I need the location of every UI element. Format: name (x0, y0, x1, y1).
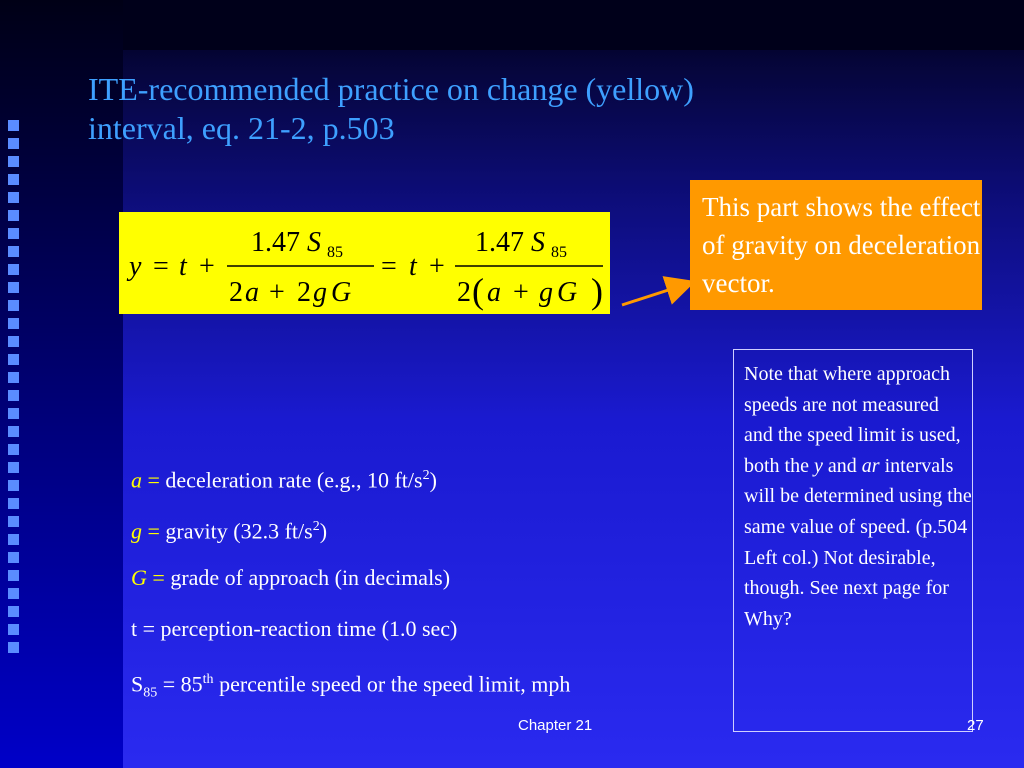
den1-plus: + (269, 277, 285, 308)
footer-chapter: Chapter 21 (518, 717, 593, 734)
def-a-eq: = (142, 467, 166, 493)
gravity-note: This part shows the effect of gravity on deceleration vector. (690, 180, 982, 310)
den2-G: G (557, 277, 578, 308)
def-a (131, 459, 731, 510)
formula-y: y (129, 251, 142, 282)
title-line-2: interval, eq. 21-2, p.503 (88, 110, 395, 146)
den2-2: 2 (457, 277, 471, 308)
footer-page-number: 27 (967, 717, 984, 734)
def-g-close: ) (319, 518, 328, 544)
def-g-text: gravity (32.3 ft/s (165, 518, 313, 544)
arrow-line (622, 283, 690, 305)
def-S-text: percentile speed or the speed limit, mph (213, 671, 571, 697)
def-g-eq: = (142, 518, 166, 544)
speed-note (733, 349, 973, 732)
def-t-text: t = perception-reaction time (1.0 sec) (131, 616, 458, 641)
decorative-squares (8, 120, 24, 660)
def-S-symbol: S (131, 671, 144, 697)
def-a-sup: 2 (422, 468, 430, 483)
def-g-symbol: g (131, 518, 142, 544)
def-a-text: deceleration rate (e.g., 10 ft/s (165, 467, 423, 493)
num2-S: S (531, 227, 545, 258)
def-G-text: grade of approach (in decimals) (170, 565, 451, 590)
speed-note-y: y (814, 454, 823, 477)
formula-t-2: t (409, 251, 417, 282)
def-G-symbol: G (131, 565, 147, 590)
speed-note-and: and (822, 454, 862, 477)
def-a-symbol: a (131, 467, 142, 493)
title-line-1: ITE-recommended practice on change (yellow) (88, 71, 694, 107)
def-S-sub: 85 (143, 685, 158, 701)
top-dark-band (123, 0, 1024, 50)
den2-a: a (487, 277, 501, 308)
speed-note-part1: Note that where approach speeds are not measured and the speed limit is used, both the (744, 363, 961, 477)
num2-sub85: 85 (551, 244, 567, 261)
den1-g: g (313, 277, 327, 308)
def-g-sup: 2 (312, 519, 320, 534)
def-S (131, 663, 731, 714)
formula-svg (119, 212, 610, 314)
formula-eq-2: = (381, 251, 397, 282)
def-g (131, 510, 731, 561)
def-G (131, 561, 731, 612)
den1-2: 2 (229, 277, 243, 308)
speed-note-ar: ar (861, 454, 880, 477)
def-S-eq: = 85 (157, 671, 203, 697)
num1-coef: 1.47 (251, 227, 300, 258)
def-G-eq: = (146, 565, 171, 590)
num1-S: S (307, 227, 321, 258)
formula-t-1: t (179, 251, 187, 282)
den2-lparen: ( (472, 271, 484, 311)
den1-2b: 2 (297, 277, 311, 308)
def-a-close: ) (429, 467, 437, 493)
formula-eq-1: = (153, 251, 169, 282)
den1-a: a (245, 277, 259, 308)
num1-sub85: 85 (327, 244, 343, 261)
def-t (131, 612, 731, 663)
num2-coef: 1.47 (475, 227, 524, 258)
den1-G: G (331, 277, 352, 308)
formula-box (119, 212, 610, 314)
formula-plus-2: + (429, 251, 445, 282)
def-S-sup: th (202, 672, 214, 687)
variable-definitions (131, 459, 731, 714)
speed-note-part2: intervals will be determined using the same value of speed. (p.504 Left col.) Not desirable, though. See next page for Why? (744, 454, 972, 630)
den2-g: g (539, 277, 553, 308)
formula-plus-1: + (199, 251, 215, 282)
den2-rparen: ) (591, 271, 603, 311)
slide-title (88, 70, 888, 148)
den2-plus: + (513, 277, 529, 308)
